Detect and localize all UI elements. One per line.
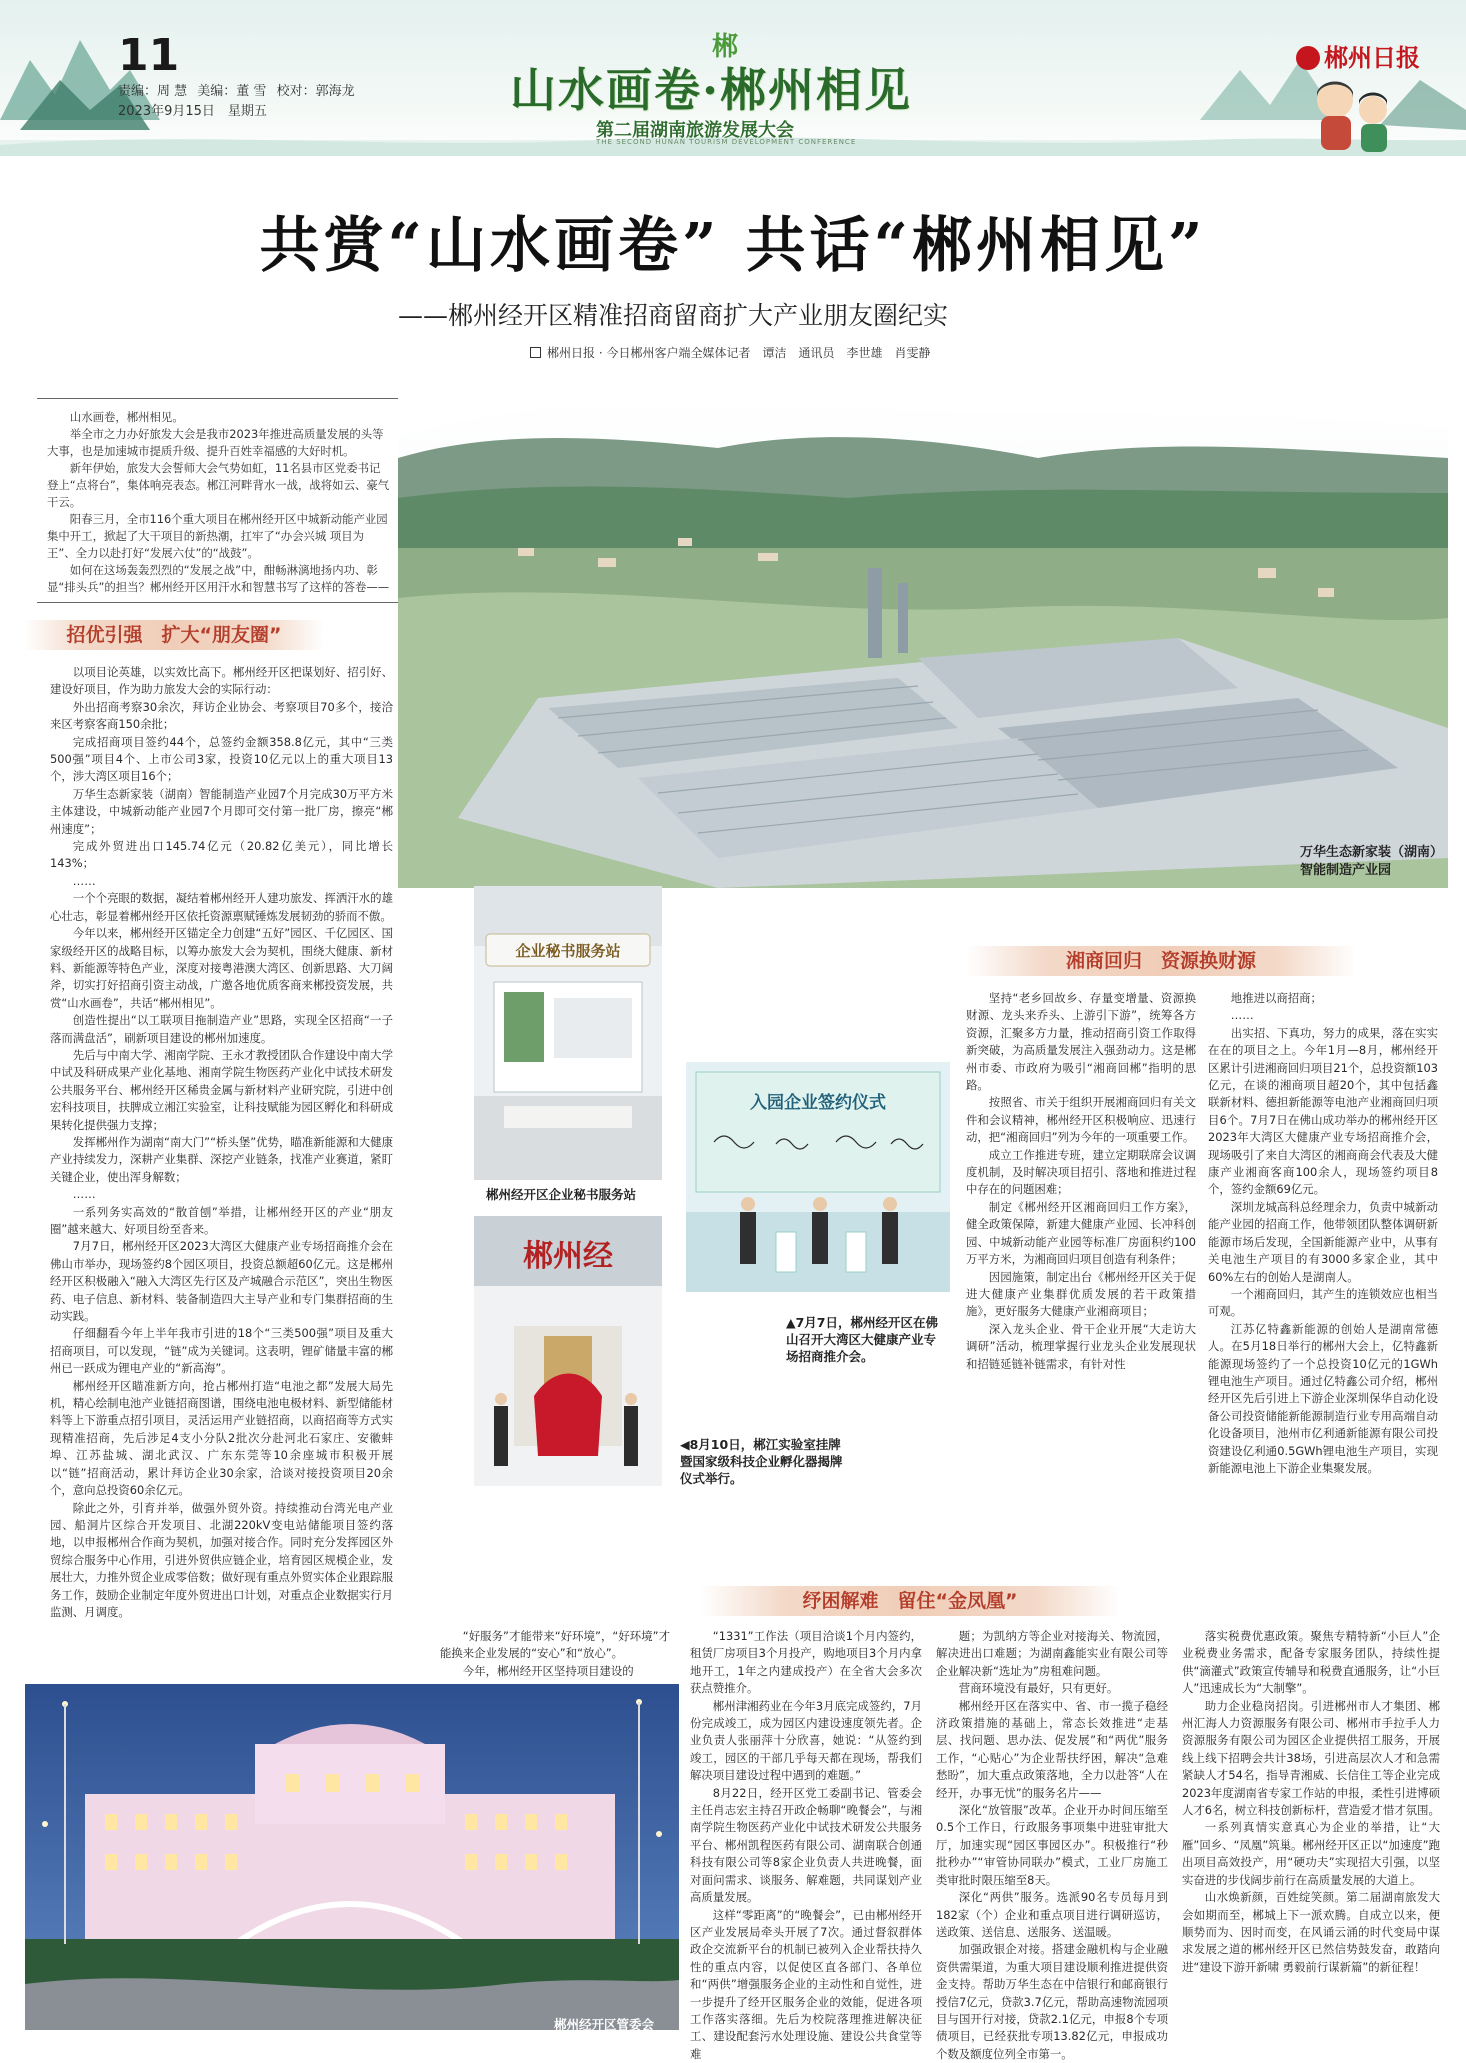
section-heading-2: 湘商回归 资源换财源	[966, 946, 1356, 976]
series-subtitle-en: THE SECOND HUNAN TOURISM DEVELOPMENT CONFERENCE	[596, 138, 856, 146]
body-paragraph: 一系列务实高效的“散首刨”举措，让郴州经开区的产业“朋友圈”越来越大、好项目纷至沓来。	[50, 1204, 393, 1239]
byline-text: 郴州日报 · 今日郴州客户端全媒体记者 谭洁 通讯员 李世雄 肖雯静	[547, 346, 930, 360]
aerial-photo-caption: 万华生态新家装（湖南）智能制造产业园	[1300, 844, 1450, 880]
body-paragraph: 7月7日，郴州经开区2023大湾区大健康产业专场招商推介会在佛山市举办，现场签约8个园区项目，投资总额超60亿元。这是郴州经开区积极融入“融入大湾区先行区及产城融合示范区”，突出生物医药、电子信息、新材料、装备制造四大主导产业和专门集群招商的生动实践。	[50, 1238, 393, 1325]
newspaper-logo	[1296, 38, 1420, 73]
lead-paragraph: 阳春三月，全市116个重大项目在郴州经开区中城新动能产业园集中开工，掀起了大干项目的新热潮，扛牢了“办会兴城 项目为王”、全力以赴打好“发展六仗”的“战鼓”。	[47, 511, 391, 562]
photo-unveiling-ceremony	[474, 1216, 662, 1486]
lead-paragraph: 山水画卷，郴州相见。	[47, 409, 391, 426]
body-paragraph: 因园施策，制定出台《郴州经开区关于促进大健康产业集群优质发展的若干政策措施》，更好服务大健康产业湘商项目；	[966, 1269, 1196, 1321]
body-paragraph: 题；为凯纳方等企业对接海关、物流园，解决进出口难题；为湖南鑫能实业有限公司等企业解决新“选址为”房租难问题。	[936, 1628, 1168, 1680]
body-paragraph: 坚持“老乡回故乡、存量变增量、资源换财源、龙头来乔头、上游引下游”，统筹各方资源，汇聚多方力量，推动招商引资工作取得新突破，为高质量发展注入强劲动力。这是郴州市委、市政府为吸引“湘商回郴”指明的思路。	[966, 990, 1196, 1094]
body-paragraph: 按照省、市关于组织开展湘商回归有关文件和会议精神，郴州经开区积极响应、迅速行动，把“湘商回归”列为今年的一项重要工作。	[966, 1094, 1196, 1146]
body-paragraph: 8月22日，经开区党工委副书记、管委会主任肖志宏主持召开政企畅聊“晚餐会”，与湘南学院生物医药产业化中试技术研发公共服务平台、郴州凯程医药有限公司、湖南联合创通科技有限公司等8家企业负责人共进晚餐，面对面问需求、谈服务、解难题，共同谋划产业高质量发展。	[690, 1785, 922, 1907]
designer-credit: 美编：董 雪	[197, 84, 266, 99]
body-paragraph: 除此之外，引育并举，做强外贸外资。持续推动台湾光电产业园、船洞片区综合开发项目、北湖220kV变电站储能项目签约落地，以申报郴州合作商为契机，加强对接合作。同时充分发挥园区外贸综合服务中心作用，引进外贸供应链企业，培育园区规模企业，发展壮大，力推外贸企业成零倍数；做好现有重点外贸实体企业跟踪服务工作，鼓励企业制定年度外贸进出口计划，对重点企业数据实行月监测、月调度。	[50, 1500, 393, 1622]
body-paragraph: “1331”工作法（项目洽谈1个月内签约，租赁厂房项目3个月投产，购地项目3个月内拿地开工，1年之内建成投产）在全省大会多次获点赞推介。	[690, 1628, 922, 1698]
body-paragraph: 深圳龙城高科总经理余力，负责中城新动能产业园的招商工作，他带领团队整体调研新能源市场后发现，全国新能源产业中，从事有关电池生产项目的有3000多家企业，其中60%左右的创始人是湖南人。	[1208, 1199, 1438, 1286]
byline-square-icon	[530, 347, 541, 358]
lead-paragraph: 新年伊始，旅发大会誓师大会气势如虹，11名县市区党委书记登上“点将台”，集体响亮表态。郴江河畔背水一战，战将如云、豪气干云。	[47, 460, 391, 511]
article-column-bottom-2	[440, 1628, 670, 1678]
page-number: 11	[118, 30, 179, 81]
series-title: 山水画卷·郴州相见	[510, 54, 912, 120]
unveil-banner-text: 郴州经	[523, 1239, 613, 1274]
body-paragraph: 今年以来，郴州经开区锚定全力创建“五好”园区、千亿园区、国家级经开区的战略目标，以筹办旅发大会为契机，围绕大健康、新材料、新能源等特色产业，深度对接粤港澳大湾区、创新思路、大刀阔斧，切实打好招商引资主动战，广邀各地优质客商来郴投资发展，共赏“山水画卷”，共话“郴州相见”。	[50, 925, 393, 1012]
body-paragraph: ……	[1208, 1007, 1438, 1024]
series-subtitle: 第二届湖南旅游发展大会	[596, 116, 794, 142]
photo-signing-ceremony	[686, 1062, 950, 1292]
article-column-bottom-5	[1182, 1628, 1440, 2040]
body-paragraph: 一系列真情实意真心为企业的举措，让“大雁”回乡、“凤凰”筑巢。郴州经开区正以“加速度”跑出项目高效投产，用“硬功夫”实现招大引强，以坚实奋进的步伐阔步前行在高质量发展的大道上。	[1182, 1819, 1440, 1889]
series-logo: 郴	[712, 26, 738, 63]
article-column-1	[50, 664, 393, 1614]
body-paragraph: 成立工作推进专班，建立定期联席会议调度机制，及时解决项目招引、落地和推进过程中存在的问题困难；	[966, 1147, 1196, 1199]
body-paragraph: ……	[50, 1186, 393, 1203]
body-paragraph: 一个个亮眼的数据，凝结着郴州经开人建功旅发、挥洒汗水的雄心壮志，彰显着郴州经开区依托资源禀赋锤炼发展韧劲的骄而不傲。	[50, 890, 393, 925]
body-paragraph: 营商环境没有最好，只有更好。	[936, 1680, 1168, 1697]
body-paragraph: 这样“零距离”的“晚餐会”，已由郴州经开区产业发展局牵头开展了7次。通过督叙群体政企交流新平台的机制已被列入企业帮扶持久性的重点内容，以促使区直各部门、各单位和“两供”增强服务企业的主动性和自觉性，进一步提升了经开区服务企业的效能，促进各项工作落实落细。先后为校院落理推进解决征工、建设配套污水处理设施、建设公共食堂等难	[690, 1907, 922, 2063]
body-paragraph: 助力企业稳岗招岗。引进郴州市人才集团、郴州汇海人力资源服务有限公司、郴州市手拉手人力资源服务有限公司为园区企业提供招工服务，开展线上线下招聘会共计38场，引进高层次人才和急需紧缺人才54名，指导青湘威、长信住工等企业完成2023年度湖南省专家工作站的申报，柔性引进博硕人才6名，树立科技创新标杆，营造爱才惜才氛围。	[1182, 1698, 1440, 1820]
issue-date: 2023年9月15日 星期五	[118, 102, 361, 122]
body-paragraph: 落实税费优惠政策。聚焦专精特新“小巨人”企业税费业务需求，配备专家服务团队，持续性提供“滴灌式”政策宣传辅导和税费直通服务，让“小巨人”迅速成长为“大制擎”。	[1182, 1628, 1440, 1698]
article-column-bottom-4	[936, 1628, 1168, 2040]
body-paragraph: 以项目论英雄，以实效比高下。郴州经开区把谋划好、招引好、建设好项目，作为助力旅发大会的实际行动：	[50, 664, 393, 699]
body-paragraph: 深化“两供”服务。选派90名专员每月到182家（个）企业和重点项目进行调研巡访，送政策、送信息、送服务、送温暖。	[936, 1889, 1168, 1941]
section-heading-1: 招优引强 扩大“朋友圈”	[24, 620, 324, 650]
unveil-photo-caption: ◀8月10日，郴江实验室挂牌暨国家级科技企业孵化器揭牌仪式举行。	[680, 1436, 850, 1487]
article-column-2	[966, 990, 1196, 1578]
body-paragraph: 郴州津湘药业在今年3月底完成签约，7月份完成竣工，成为园区内建设速度领先者。企业负责人张丽萍十分欣喜，她说：“从签约到竣工，园区的干部几乎每天都在现场，帮我们解决项目建设过程中遇到的难题。”	[690, 1698, 922, 1785]
body-paragraph: 制定《郴州经开区湘商回归工作方案》，健全政策保障，新建大健康产业园、长冲科创园、中城新动能产业园等标准厂房面积约100万平方米，为湘商回归项目创造有利条件；	[966, 1199, 1196, 1269]
article-column-bottom-3	[690, 1628, 922, 2040]
body-paragraph: 先后与中南大学、湘南学院、王永才教授团队合作建设中南大学中试及科研成果产业化基地、湘南学院生物医药产业化中试技术研发公共服务平台、郴州经开区稀贵金属与新材料产业研究院，引进中创宏科技项目，扶脾成立湘江实验室，让科技赋能为园区孵化和科研成果转化提供强力支撑；	[50, 1047, 393, 1134]
body-paragraph: 深化“放管服”改革。企业开办时间压缩至0.5个工作日，行政服务事项集中进驻审批大厅，加速实现“园区事园区办”。积极推行“秒批秒办”“审管协同联办”模式，工业厂房施工类审批时限压缩至8天。	[936, 1802, 1168, 1889]
body-paragraph: 地推进以商招商；	[1208, 990, 1438, 1007]
headline: 共赏“山水画卷” 共话“郴州相见”	[0, 198, 1466, 284]
secretary-photo-caption: 郴州经开区企业秘书服务站	[486, 1186, 686, 1203]
body-paragraph: 今年，郴州经开区坚持项目建设的	[440, 1663, 670, 1680]
body-paragraph: 一个湘商回归，其产生的连锁效应也相当可观。	[1208, 1286, 1438, 1321]
body-paragraph: 仔细翻看今年上半年我市引进的18个“三类500强”项目及重大招商项目，可以发现，“链”成为关键词。这表明，锂矿储量丰富的郴州已一跃成为锂电产业的“新高海”。	[50, 1325, 393, 1377]
body-paragraph: 江苏亿特鑫新能源的创始人是湖南常德人。在5月18日举行的郴州大会上，亿特鑫新能源现场签约了一个总投资10亿元的1GWh锂电池生产项目。通过亿特鑫公司介绍，郴州经开区先后引进上下游企业深圳保华自动化设备公司投资储能新能源制造行业专用高端自动化设备项目，池州市亿利通新能源有限公司投资建设亿利通0.5GWh锂电池生产项目，实现新能源电池上下游企业集聚发展。	[1208, 1321, 1438, 1478]
hotel-photo-caption: 郴州经开区管委会	[554, 2016, 674, 2033]
masthead	[0, 0, 1466, 156]
byline	[530, 344, 930, 361]
body-paragraph: 完成招商项目签约44个，总签约金额358.8亿元，其中“三类500强”项目4个、上市公司3家，投资10亿元以上的重大项目13个，涉大湾区项目16个；	[50, 734, 393, 786]
body-paragraph: 完成外贸进出口145.74亿元（20.82亿美元），同比增长143%；	[50, 838, 393, 873]
secretary-sign-text: 企业秘书服务站	[515, 942, 620, 960]
body-paragraph: 山水焕新颜，百姓绽笑颜。第二届湖南旅发大会如期而至，郴城上下一派欢腾。自成立以来，便顺势而为、因时而变，在风诵云涌的时代变局中谋求发展之道的郴州经开区已然信势鼓发奋，敢踏向进“建设下游开新啸 勇毅前行谋新篇”的新征程！	[1182, 1889, 1440, 1976]
subheadline: ——郴州经开区精准招商留商扩大产业朋友圈纪实	[398, 296, 948, 332]
signing-photo-caption: ▲7月7日，郴州经开区在佛山召开大湾区大健康产业专场招商推介会。	[786, 1314, 948, 1365]
body-paragraph: “好服务”才能带来“好环境”，“好环境”才能换来企业发展的“安心”和“放心”。	[440, 1628, 670, 1663]
aerial-photo-industrial-park	[398, 398, 1448, 888]
body-paragraph: 万华生态新家装（湖南）智能制造产业园7个月完成30万平方米主体建设，中城新动能产业园7个月即可交付第一批厂房，擦亮“郴州速度”；	[50, 786, 393, 838]
newspaper-logo-icon	[1296, 46, 1320, 70]
photo-management-committee-building	[25, 1684, 679, 2030]
body-paragraph: 出实招、下真功，努力的成果，落在实实在在的项目之上。今年1月—8月，郴州经开区累计引进湘商回归项目21个，总投资额103亿元，在谈的湘商项目超20个，其中包括鑫联新材料、德担新能源等电池产业湘商回归项目6个。7月7日在佛山成功举办的郴州经开区2023年大湾区大健康产业专场招商推介会，现场吸引了来自大湾区的湘商商会代表及大健康产业湘商客商100余人，现场签约项目8个，签约金额69亿元。	[1208, 1025, 1438, 1199]
body-paragraph: 发挥郴州作为湖南“南大门”“桥头堡”优势，瞄准新能源和大健康产业持续发力，深耕产业集群、深挖产业链条，找准产业赛道，紧盯关键企业，使出浑身解数；	[50, 1134, 393, 1186]
photo-secretary-service-station	[474, 886, 662, 1180]
signing-banner-text: 入园企业签约仪式	[750, 1092, 886, 1113]
newspaper-name: 郴州日报	[1324, 43, 1420, 72]
editor-credits	[118, 82, 361, 122]
lead-paragraph: 如何在这场轰轰烈烈的“发展之战”中，酣畅淋漓地扬内功、彰显“排头兵”的担当？郴州经开区用汗水和智慧书写了这样的答卷——	[47, 562, 391, 596]
lead-box	[37, 398, 399, 603]
proofreader-credit: 校对：郭海龙	[277, 84, 355, 99]
section-heading-3: 纾困解难 留住“金凤凰”	[700, 1586, 1120, 1616]
body-paragraph: 郴州经开区在落实中、省、市一揽子稳经济政策措施的基础上，常态长效推进“走基层、找问题、思办法、促发展”和“两优”服务工作，“心贴心”为企业帮扶纾困，解决“急难愁盼”，加大重点政策落地，全力以赴答“人在经开，办事无忧”的服务名片——	[936, 1698, 1168, 1802]
mascot-illustration	[1295, 70, 1405, 156]
body-paragraph: 外出招商考察30余次，拜访企业协会、考察项目70多个，接洽来区考察客商150余批；	[50, 699, 393, 734]
editor-credit: 责编：周 慧	[118, 84, 187, 99]
body-paragraph: 郴州经开区瞄准新方向，抢占郴州打造“电池之都”发展大局先机，精心绘制电池产业链招商图谱，围绕电池电极材料、新型储能材料等上下游重点招引项目，灵活运用产业链招商，以商招商等方式实现精准招商，先后涉足4支小分队2批次分赴河北石家庄、安徽蚌埠、江苏盐城、湖北武汉、广东东莞等10余座城市积极开展以“链”招商活动，累计拜访企业30余家，洽谈对接投资项目20余个，意向总投资60余亿元。	[50, 1378, 393, 1500]
lead-paragraph: 举全市之力办好旅发大会是我市2023年推进高质量发展的头等大事，也是加速城市提质升级、提升百姓幸福感的大好时机。	[47, 426, 391, 460]
article-column-3	[1208, 990, 1438, 1578]
body-paragraph: 加强政银企对接。搭建金融机构与企业融资供需渠道，为重大项目建设顺利推进提供资金支持。帮助万华生态在中信银行和邮商银行授信7亿元，贷款3.7亿元，帮助高速物流园项目与国开行对接，贷款2.1亿元，申报8个专项债项目，已经获批专项13.82亿元，申报成功个数及额度位列全市第一。	[936, 1941, 1168, 2063]
body-paragraph: 创造性提出“以工联项目拖制造产业”思路，实现全区招商“一子落而满盘活”，刷新项目建设的郴州加速度。	[50, 1012, 393, 1047]
body-paragraph: 深入龙头企业、骨干企业开展“大走访大调研”活动，梳理掌握行业龙头企业发展现状和招链延链补链需求，有针对性	[966, 1321, 1196, 1373]
body-paragraph: ……	[50, 873, 393, 890]
